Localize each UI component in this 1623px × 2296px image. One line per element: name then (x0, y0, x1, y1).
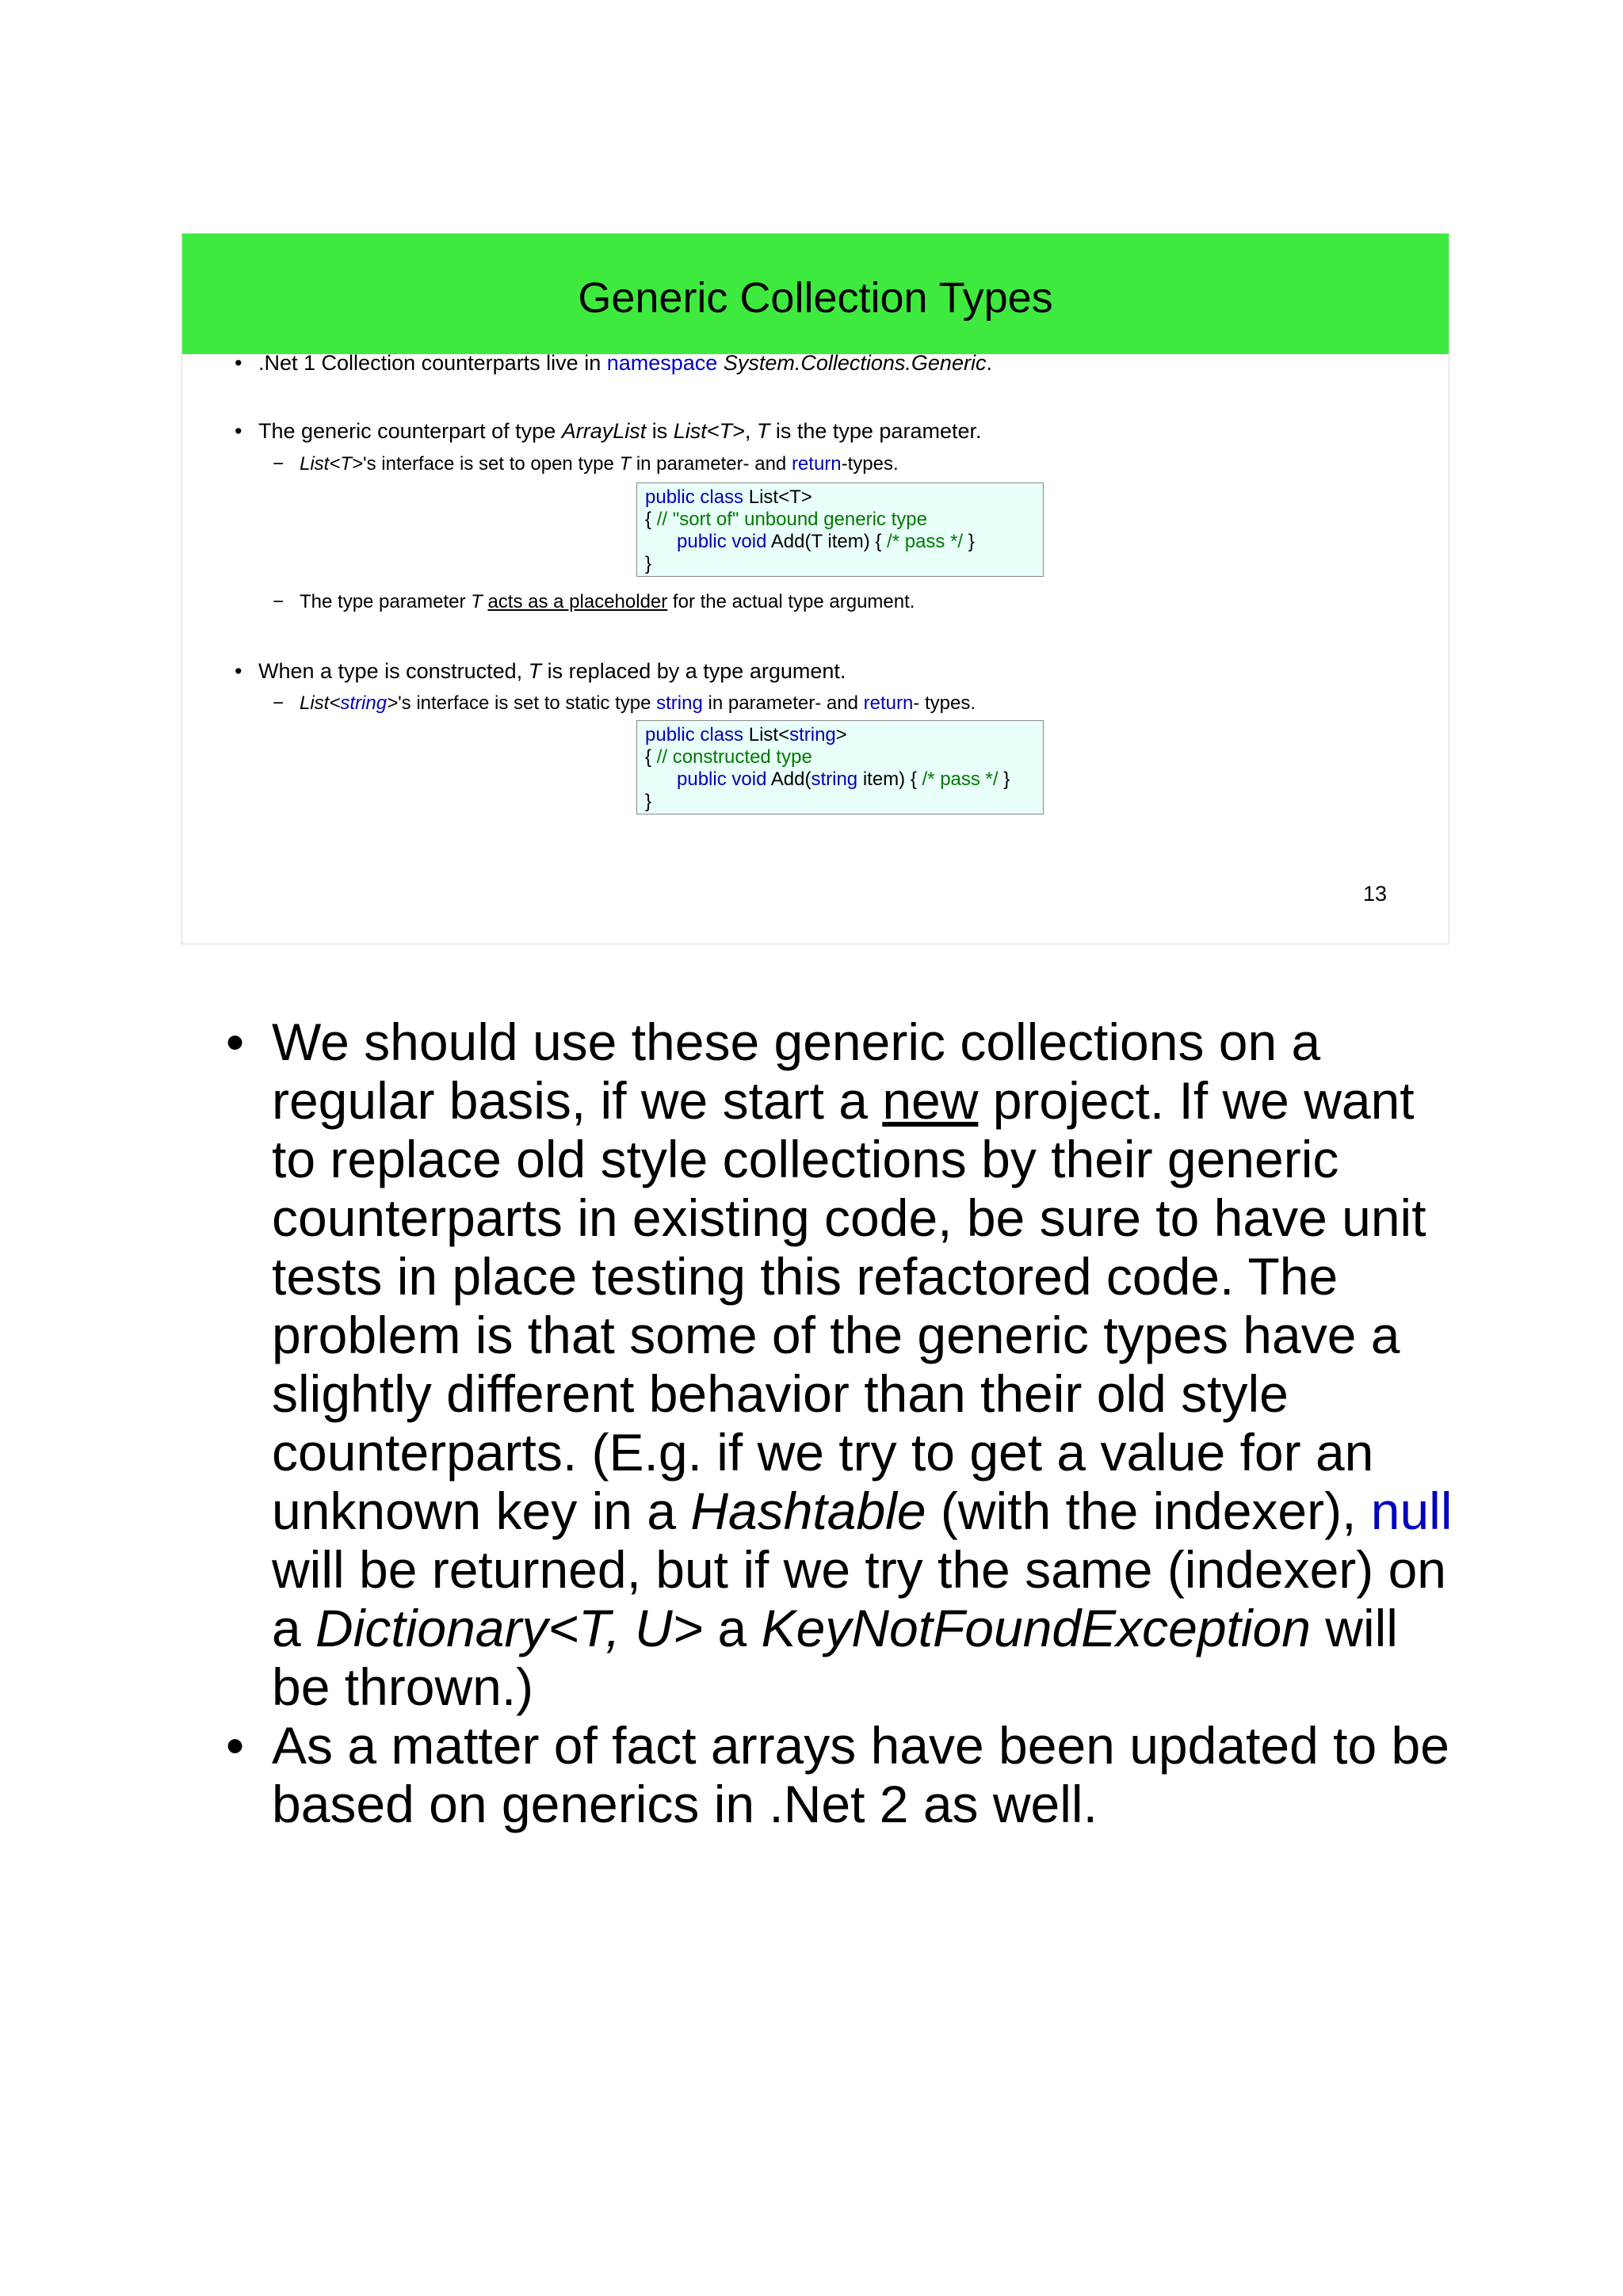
underlined-text: new (882, 1071, 979, 1130)
type-param: T (619, 453, 632, 475)
code-keyword: public class (645, 724, 744, 746)
sub-text: in parameter- and (702, 692, 864, 714)
notes-bullet-generic-collections (226, 1013, 1462, 1716)
keyword: string (656, 692, 703, 714)
type-param: T (528, 659, 542, 683)
code-text: Add( (766, 769, 812, 790)
code-keyword: public void (677, 531, 767, 552)
sub-text: in parameter- and (631, 453, 792, 475)
code-text: { (645, 746, 657, 768)
slide-sub-placeholder (273, 590, 915, 614)
sub-text: The type parameter (300, 591, 472, 612)
code-text: } (998, 769, 1010, 790)
slide-title: Generic Collection Types (578, 274, 1053, 322)
notes-text: (with the indexer), (926, 1482, 1371, 1540)
code-text: } (963, 531, 975, 552)
sub-text: for the actual type argument. (667, 591, 915, 612)
code-text: List< (743, 724, 790, 746)
slide-bullet-constructed (235, 658, 846, 685)
code-comment: // "sort of" unbound generic type (656, 509, 927, 530)
sub-dash: − (273, 591, 285, 612)
code-comment: /* pass */ (922, 769, 999, 790)
bullet-text: When a type is constructed, (258, 659, 529, 683)
bullet-text: is replaced by a type argument. (541, 659, 846, 683)
keyword: return (863, 692, 914, 714)
code-text: item) { (857, 769, 922, 790)
sub-dash: − (273, 453, 285, 475)
bullet-text: .Net 1 Collection counterparts live in (258, 351, 607, 375)
type-name: ArrayList (561, 419, 647, 443)
code-block-constructed-type (636, 720, 1044, 814)
bullet-text: is (646, 419, 674, 443)
bullet-text: is the type parameter. (769, 419, 982, 443)
type-param: T (471, 591, 483, 612)
slide-number: 13 (1363, 882, 1388, 906)
type-name: Hashtable (690, 1482, 926, 1540)
notes-text: We should use these generic collections on a regular basis, if we start a (272, 1013, 1321, 1130)
code-comment: /* pass */ (887, 531, 964, 552)
bullet-dot: • (226, 1013, 245, 1071)
type-name: Dictionary<T, U> (315, 1599, 704, 1657)
notes-text: will be thrown.) (272, 1599, 1398, 1716)
bullet-dot: • (235, 419, 242, 443)
code-keyword: public class (645, 486, 744, 508)
bullet-text: , (744, 419, 757, 443)
sub-text: 's interface is set to static type (398, 692, 657, 714)
keyword: null (1370, 1482, 1453, 1540)
underlined-text: acts as a placeholder (487, 591, 668, 612)
code-text: > (835, 724, 847, 746)
type-name: List<T> (673, 419, 745, 443)
code-keyword: string (789, 724, 836, 746)
slide-bullet-arraylist (235, 418, 982, 444)
speaker-notes (226, 1013, 1462, 1833)
notes-text: a (703, 1599, 762, 1657)
sub-text: - types. (913, 692, 976, 714)
code-keyword: string (811, 769, 858, 790)
slide-header (182, 234, 1449, 354)
keyword: return (791, 453, 842, 475)
code-text: { (645, 509, 657, 530)
code-text: } (645, 553, 652, 574)
type-name: List<T> (300, 453, 364, 475)
notes-text: As a matter of fact arrays have been updated to be based on generics in .Net 2 as well. (272, 1716, 1449, 1833)
type-name: > (387, 692, 399, 714)
code-indent (645, 769, 677, 790)
code-text: Add(T item) { (766, 531, 888, 552)
sub-dash: − (273, 692, 285, 714)
keyword: string (340, 692, 388, 714)
code-block-open-type (636, 482, 1044, 577)
code-indent (645, 531, 677, 552)
slide-sub-open-type (273, 452, 899, 476)
slide-sub-static-type (273, 692, 976, 715)
bullet-dot: • (235, 351, 242, 375)
namespace-name: System.Collections.Generic (723, 351, 987, 375)
sub-text: -types. (841, 453, 899, 475)
code-keyword: public void (677, 769, 767, 790)
type-param: T (756, 419, 770, 443)
slide (181, 233, 1449, 944)
bullet-text: The generic counterpart of type (258, 419, 562, 443)
slide-bullet-namespace (235, 349, 992, 376)
type-name: List< (300, 692, 341, 714)
code-comment: // constructed type (656, 746, 812, 768)
sub-text: 's interface is set to open type (363, 453, 620, 475)
bullet-dot: • (226, 1716, 245, 1775)
notes-text: will be returned, but if we try the same (indexer) on a (272, 1540, 1447, 1657)
bullet-text: . (986, 351, 992, 375)
keyword: namespace (606, 351, 718, 375)
type-name: KeyNotFoundException (761, 1599, 1311, 1657)
bullet-dot: • (235, 659, 242, 683)
notes-bullet-arrays (226, 1716, 1462, 1833)
notes-text: project. If we want to replace old style collections by their generic counterparts in existing code, be sure to have unit tests in place testing this refactored code. The problem is that some of the generic types have a slightly different behavior than their old style counterparts. (E.g. if we try to get a value for an unknown key in a (272, 1071, 1426, 1540)
code-text: List<T> (743, 486, 812, 508)
space (717, 351, 724, 375)
code-text: } (645, 791, 652, 812)
